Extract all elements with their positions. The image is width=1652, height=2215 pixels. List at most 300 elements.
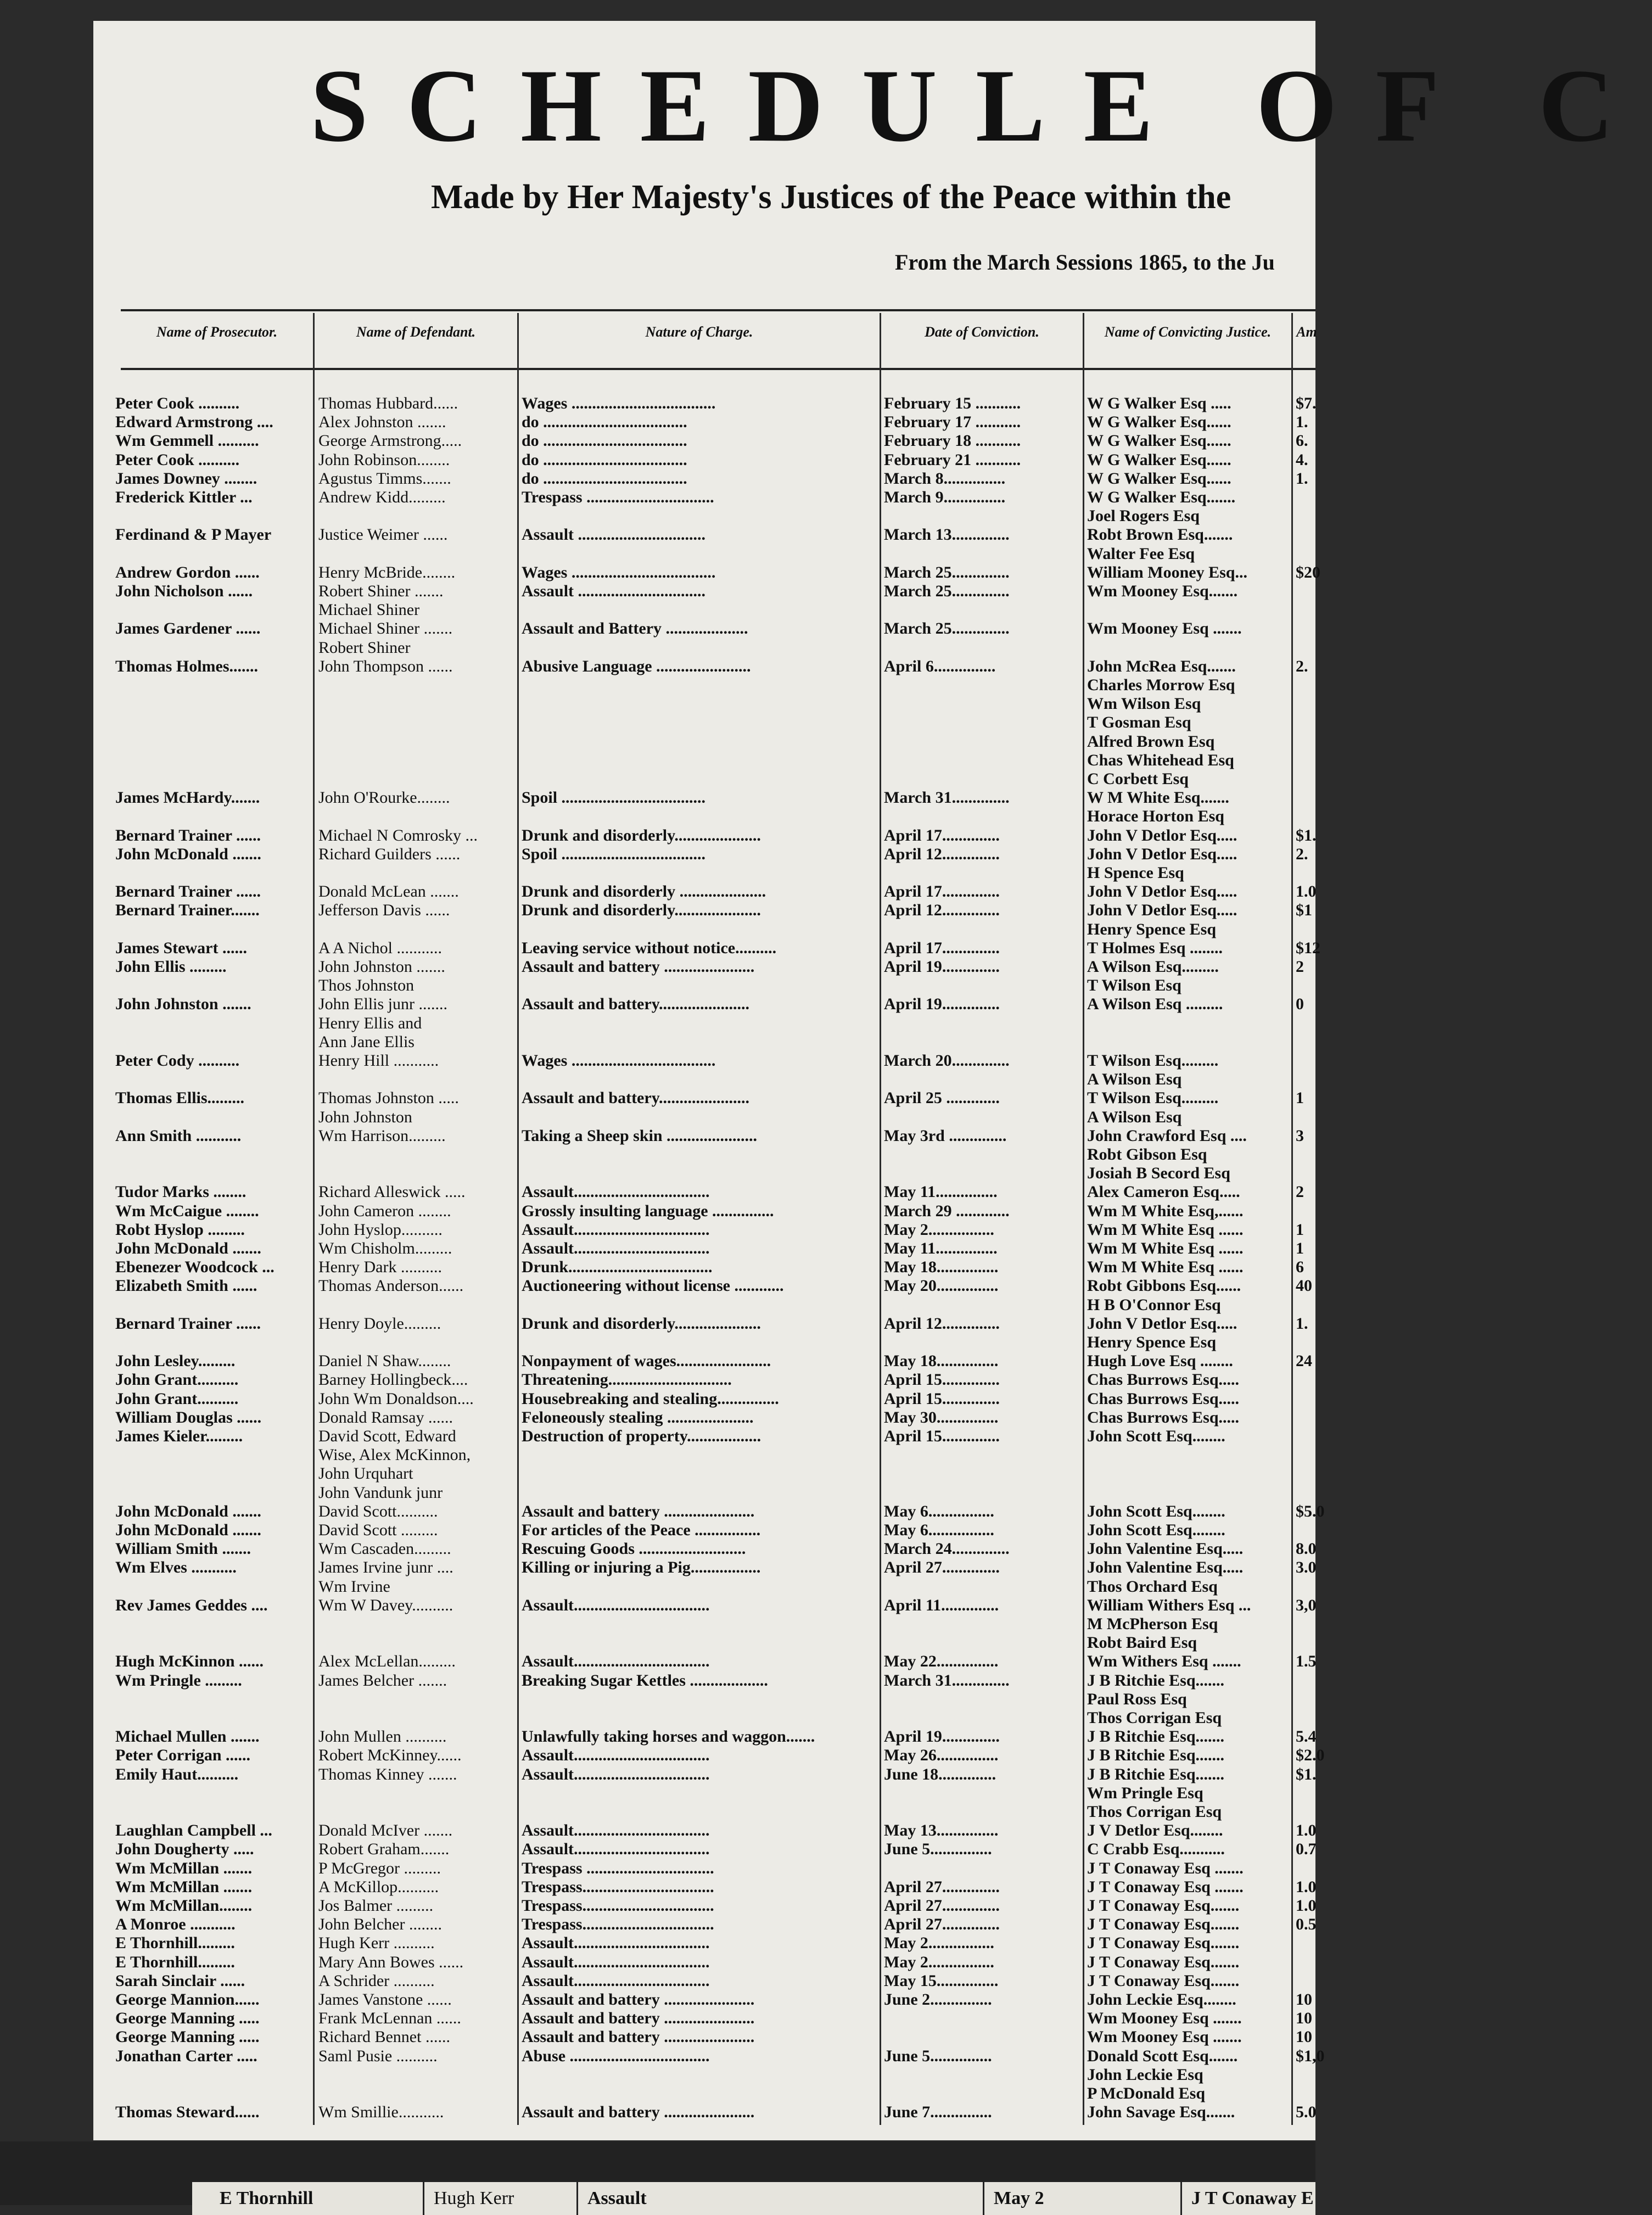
prosecutor-cell: Peter Corrigan ...... (115, 1746, 251, 1765)
prosecutor-cell: Thomas Holmes....... (115, 657, 259, 675)
amount-cell: $2.0 (1296, 1746, 1325, 1765)
justice-cell: Chas Burrows Esq..... (1087, 1408, 1240, 1427)
header-justice: Name of Convicting Justice. (1104, 324, 1272, 340)
table-row (93, 1671, 1315, 1690)
charge-cell: Abusive Language ....................... (522, 657, 751, 675)
justice-cell: Robt Gibbons Esq...... (1087, 1277, 1241, 1295)
table-row (93, 1652, 1315, 1671)
table-row (93, 1315, 1315, 1333)
defendant-cell: Richard Alleswick ..... (318, 1183, 466, 1201)
justice-cell: John Crawford Esq .... (1087, 1126, 1247, 1145)
table-row (93, 1164, 1315, 1183)
charge-cell: Trespass ............................... (522, 488, 714, 506)
amount-cell: 4. (1296, 450, 1308, 469)
charge-cell: Spoil ................................... (522, 788, 706, 807)
defendant-cell: John Mullen .......... (318, 1727, 447, 1746)
charge-cell: Threatening.............................. (522, 1371, 732, 1389)
defendant-cell: Richard Bennet ...... (318, 2028, 450, 2046)
justice-cell: Wm M White Esq,...... (1087, 1201, 1244, 1220)
defendant-cell: David Scott.......... (318, 1502, 438, 1520)
charge-cell: Wages ................................... (522, 1051, 716, 1070)
amount-cell: 6. (1296, 432, 1308, 450)
table-row (93, 845, 1315, 864)
justice-cell: John V Detlor Esq..... (1087, 1314, 1237, 1333)
date-cell: April 12.............. (884, 844, 1000, 863)
date-cell: April 15.............. (884, 1427, 1000, 1445)
justice-cell: W G Walker Esq...... (1087, 469, 1231, 488)
table-row (93, 2009, 1315, 2028)
charge-cell: Assault and battery ...................... (522, 958, 755, 976)
prosecutor-cell: John Nicholson ...... (115, 582, 253, 600)
justice-cell: Horace Horton Esq (1087, 807, 1224, 826)
justice-cell: Wm Mooney Esq....... (1087, 582, 1238, 600)
prosecutor-cell: Thomas Ellis......... (115, 1089, 245, 1108)
table-row (93, 1408, 1315, 1427)
table-row (93, 2103, 1315, 2122)
defendant-cell: Thomas Anderson...... (318, 1277, 464, 1295)
table-row (93, 1878, 1315, 1897)
defendant-cell: John Vandunk junr (318, 1483, 443, 1502)
table-row (93, 1390, 1315, 1408)
justice-cell: J T Conaway Esq....... (1087, 1953, 1240, 1971)
header-prosecutor: Name of Prosecutor. (156, 324, 278, 340)
justice-cell: Alfred Brown Esq (1087, 732, 1215, 751)
amount-cell: 1. (1296, 413, 1308, 432)
justice-cell: Charles Morrow Esq (1087, 676, 1235, 694)
defendant-cell: Henry McBride........ (318, 563, 456, 581)
charge-cell: Spoil ................................... (522, 844, 706, 863)
header-bottom-rule (121, 368, 1315, 370)
charge-cell: Assault................................. (522, 1596, 710, 1614)
defendant-cell: Mary Ann Bowes ...... (318, 1953, 464, 1971)
prosecutor-cell: Bernard Trainer ...... (115, 826, 261, 844)
table-row (93, 1521, 1315, 1540)
column-divider (1180, 2182, 1182, 2215)
justice-cell: J B Ritchie Esq....... (1087, 1746, 1225, 1765)
table-row (93, 1145, 1315, 1164)
defendant-cell: Michael N Comrosky ... (318, 826, 478, 844)
table-row (93, 1427, 1315, 1446)
table-row (93, 2028, 1315, 2046)
justice-cell: A Wilson Esq (1087, 1070, 1182, 1089)
justice-cell: J T Conaway Esq ....... (1087, 1877, 1244, 1896)
justice-cell: W G Walker Esq...... (1087, 432, 1231, 450)
date-cell: April 25 ............. (884, 1089, 1000, 1108)
justice-cell: John Valentine Esq..... (1087, 1558, 1244, 1577)
charge-cell: Assault................................. (522, 1652, 710, 1671)
table-row (93, 432, 1315, 450)
date-cell: June 5............... (884, 2046, 992, 2065)
justice-cell: T Wilson Esq......... (1087, 1089, 1219, 1108)
justice-cell: John McRea Esq....... (1087, 657, 1236, 675)
table-row (93, 1446, 1315, 1464)
defendant-cell: John Cameron ........ (318, 1201, 451, 1220)
charge-cell: do ................................... (522, 469, 687, 488)
defendant-cell: James Irvine junr .... (318, 1558, 453, 1577)
charge-cell: Grossly insulting language ............... (522, 1201, 774, 1220)
prosecutor-cell: James Downey ........ (115, 469, 257, 488)
date-cell: June 2............... (884, 1990, 992, 2009)
amount-cell: 1.0 (1296, 1877, 1317, 1896)
table-row (93, 488, 1315, 507)
table-row (93, 1897, 1315, 1915)
charge-cell: Assault and battery...................... (522, 995, 750, 1014)
justice-cell: Wm Withers Esq ....... (1087, 1652, 1241, 1671)
table-row (93, 901, 1315, 920)
prosecutor-cell: Ann Smith ........... (115, 1126, 242, 1145)
charge-cell: Assault................................. (522, 1934, 710, 1953)
amount-cell: 1 (1296, 1239, 1304, 1257)
prosecutor-cell: John Johnston ....... (115, 995, 251, 1014)
prosecutor-cell: James Stewart ...... (115, 938, 247, 957)
justice-cell: C Corbett Esq (1087, 770, 1189, 788)
defendant-cell: A McKillop.......... (318, 1877, 439, 1896)
column-divider (576, 2182, 578, 2215)
justice-cell: W M White Esq....... (1087, 788, 1229, 807)
amount-cell: $7. (1296, 394, 1317, 412)
defendant-cell: Hugh Kerr .......... (318, 1934, 435, 1953)
next-page-row (192, 2182, 1315, 2215)
date-cell: March 8............... (884, 469, 1006, 488)
table-row (93, 1277, 1315, 1295)
defendant-cell: George Armstrong..... (318, 432, 462, 450)
amount-cell: 10 (1296, 2028, 1312, 2046)
table-row (93, 1596, 1315, 1615)
strip-defendant: Hugh Kerr (434, 2188, 514, 2208)
justice-cell: Wm Wilson Esq (1087, 695, 1201, 713)
date-cell: May 2................ (884, 1220, 994, 1239)
date-cell: May 3rd .............. (884, 1126, 1007, 1145)
table-row (93, 995, 1315, 1014)
prosecutor-cell: John McDonald ....... (115, 1521, 261, 1539)
amount-cell: 0 (1296, 995, 1304, 1014)
date-cell: May 15............... (884, 1971, 999, 1990)
justice-cell: Wm Mooney Esq ....... (1087, 2028, 1242, 2046)
date-cell: March 31.............. (884, 788, 1010, 807)
date-cell: May 11............... (884, 1183, 998, 1201)
defendant-cell: A A Nichol ........... (318, 938, 443, 957)
date-cell: May 2................ (884, 1953, 994, 1971)
charge-cell: Taking a Sheep skin ...................... (522, 1126, 758, 1145)
defendant-cell: John Ellis junr ....... (318, 995, 448, 1014)
charge-cell: Assault and battery ...................... (522, 2009, 755, 2028)
justice-cell: Thos Orchard Esq (1087, 1577, 1218, 1596)
amount-cell: 1 (1296, 1220, 1304, 1239)
header-date: Date of Conviction. (925, 324, 1039, 340)
prosecutor-cell: John Grant.......... (115, 1371, 239, 1389)
defendant-cell: John Hyslop.......... (318, 1220, 443, 1239)
defendant-cell: Donald Ramsay ...... (318, 1408, 453, 1427)
amount-cell: 2 (1296, 1183, 1304, 1201)
defendant-cell: Wise, Alex McKinnon, (318, 1446, 471, 1464)
justice-cell: J V Detlor Esq........ (1087, 1821, 1223, 1840)
date-cell: March 13.............. (884, 525, 1010, 544)
amount-cell: $1,0 (1296, 2046, 1325, 2065)
charge-cell: Assault................................. (522, 1765, 710, 1783)
defendant-cell: Robert McKinney...... (318, 1746, 462, 1765)
amount-cell: 3,0 (1296, 1596, 1317, 1614)
justice-cell: Henry Spence Esq (1087, 1333, 1217, 1351)
defendant-cell: Robert Shiner (318, 638, 411, 657)
table-row (93, 1239, 1315, 1258)
amount-cell: 1. (1296, 469, 1308, 488)
charge-cell: Assault and battery ...................... (522, 2103, 755, 2122)
prosecutor-cell: A Monroe ........... (115, 1915, 236, 1934)
justice-cell: John V Detlor Esq..... (1087, 901, 1237, 920)
charge-cell: Assault................................. (522, 1183, 710, 1201)
defendant-cell: Thomas Kinney ....... (318, 1765, 457, 1783)
justice-cell: John V Detlor Esq..... (1087, 882, 1237, 901)
charge-cell: Assault ............................... (522, 582, 706, 600)
table-row (93, 601, 1315, 619)
table-row (93, 1108, 1315, 1127)
table-row (93, 920, 1315, 939)
amount-cell: $1 (1296, 901, 1312, 920)
justice-cell: John Savage Esq....... (1087, 2103, 1235, 2122)
prosecutor-cell: Frederick Kittler ... (115, 488, 253, 506)
justice-cell: John Valentine Esq..... (1087, 1540, 1244, 1558)
table-row (93, 1765, 1315, 1784)
prosecutor-cell: Bernard Trainer ...... (115, 1314, 261, 1333)
amount-cell: $1. (1296, 1765, 1317, 1783)
table-row (93, 732, 1315, 751)
amount-cell: 3 (1296, 1126, 1304, 1145)
table-row (93, 1484, 1315, 1502)
defendant-cell: John Urquhart (318, 1464, 413, 1483)
table-row (93, 788, 1315, 807)
justice-cell: John Scott Esq........ (1087, 1427, 1225, 1445)
table-row (93, 1051, 1315, 1070)
header-charge: Nature of Charge. (645, 324, 753, 340)
justice-cell: A Wilson Esq ......... (1087, 995, 1223, 1014)
prosecutor-cell: Thomas Steward...... (115, 2103, 260, 2122)
justice-cell: W G Walker Esq ..... (1087, 394, 1231, 412)
strip-date: May 2 (994, 2188, 1044, 2208)
charge-cell: Rescuing Goods .......................... (522, 1540, 746, 1558)
justice-cell: J T Conaway Esq....... (1087, 1915, 1240, 1934)
amount-cell: 1. (1296, 1314, 1308, 1333)
table-row (93, 695, 1315, 713)
table-row (93, 451, 1315, 469)
defendant-cell: John Robinson........ (318, 450, 450, 469)
date-cell: April 6............... (884, 657, 996, 675)
defendant-cell: James Belcher ....... (318, 1671, 447, 1690)
justice-cell: T Gosman Esq (1087, 713, 1191, 732)
table-row (93, 1840, 1315, 1859)
date-cell: May 2................ (884, 1934, 994, 1953)
defendant-cell: Daniel N Shaw........ (318, 1352, 451, 1371)
table-row (93, 1953, 1315, 1972)
prosecutor-cell: Elizabeth Smith ...... (115, 1277, 257, 1295)
prosecutor-cell: John McDonald ....... (115, 1239, 261, 1257)
charge-cell: Assault................................. (522, 1953, 710, 1971)
amount-cell: 40 (1296, 1277, 1312, 1295)
date-cell: May 18............... (884, 1352, 999, 1371)
next-page-strip (0, 2141, 1315, 2208)
table-row (93, 1221, 1315, 1239)
header-defendant: Name of Defendant. (356, 324, 476, 340)
table-row (93, 1202, 1315, 1221)
table-row (93, 1183, 1315, 1201)
date-cell: April 27.............. (884, 1558, 1000, 1577)
date-cell: June 5............... (884, 1840, 992, 1859)
justice-cell: John Scott Esq........ (1087, 1521, 1225, 1539)
table-row (93, 2046, 1325, 2066)
table-row (93, 2066, 1315, 2084)
justice-cell: T Wilson Esq......... (1087, 1051, 1219, 1070)
table-row (93, 976, 1315, 995)
defendant-cell: Wm Chisholm......... (318, 1239, 452, 1257)
defendant-cell: John Johnston ....... (318, 958, 445, 976)
date-cell: June 7............... (884, 2103, 992, 2122)
table-row (93, 563, 1320, 582)
defendant-cell: Wm Irvine (318, 1577, 390, 1596)
table-row (93, 864, 1315, 882)
charge-cell: Assault and battery ...................... (522, 1502, 755, 1520)
defendant-cell: Donald McLean ....... (318, 882, 459, 901)
date-cell: March 20.............. (884, 1051, 1010, 1070)
prosecutor-cell: John Grant.......... (115, 1389, 239, 1408)
prosecutor-cell: Andrew Gordon ...... (115, 563, 260, 581)
charge-cell: Abuse .................................. (522, 2046, 710, 2065)
justice-cell: T Holmes Esq ........ (1087, 938, 1223, 957)
table-row (93, 1859, 1315, 1878)
justice-cell: W G Walker Esq...... (1087, 450, 1231, 469)
table-row (93, 938, 1320, 958)
justice-cell: Chas Burrows Esq..... (1087, 1389, 1240, 1408)
charge-cell: Feloneously stealing ..................... (522, 1408, 754, 1427)
defendant-cell: Andrew Kidd......... (318, 488, 446, 506)
justice-cell: Thos Corrigan Esq (1087, 1803, 1222, 1821)
amount-cell: 10 (1296, 1990, 1312, 2009)
defendant-cell: John Belcher ........ (318, 1915, 442, 1934)
charge-cell: Assault................................. (522, 1971, 710, 1990)
charge-cell: Leaving service without notice.......... (522, 938, 777, 957)
justice-cell: Thos Corrigan Esq (1087, 1709, 1222, 1727)
table-row (93, 751, 1315, 770)
defendant-cell: John Wm Donaldson.... (318, 1389, 474, 1408)
table-row (93, 1821, 1315, 1840)
date-cell: May 18............... (884, 1258, 999, 1277)
table-row (93, 1014, 1315, 1033)
table-row (93, 676, 1315, 695)
date-cell: April 27.............. (884, 1877, 1000, 1896)
date-cell: April 11.............. (884, 1596, 999, 1614)
table-row (93, 1296, 1315, 1315)
prosecutor-cell: James Gardener ...... (115, 619, 261, 638)
defendant-cell: Wm W Davey.......... (318, 1596, 453, 1614)
table-row (93, 1915, 1315, 1934)
prosecutor-cell: Ebenezer Woodcock ... (115, 1258, 275, 1277)
table-row (93, 882, 1315, 901)
date-cell: February 21 ........... (884, 450, 1021, 469)
justice-cell: Robt Gibson Esq (1087, 1145, 1207, 1164)
justice-cell: J T Conaway Esq....... (1087, 1897, 1240, 1915)
amount-cell: 1.0 (1296, 882, 1317, 901)
prosecutor-cell: E Thornhill......... (115, 1953, 235, 1971)
amount-cell: $5.0 (1296, 1502, 1325, 1520)
prosecutor-cell: Bernard Trainer ...... (115, 882, 261, 901)
justice-cell: Paul Ross Esq (1087, 1690, 1187, 1708)
date-cell: April 27.............. (884, 1897, 1000, 1915)
defendant-cell: Thomas Johnston ..... (318, 1089, 459, 1108)
charge-cell: Trespass ............................... (522, 1859, 714, 1877)
defendant-cell: Agustus Timms....... (318, 469, 451, 488)
justice-cell: Wm Mooney Esq ....... (1087, 619, 1242, 638)
table-row (93, 582, 1315, 601)
justice-cell: C Crabb Esq........... (1087, 1840, 1225, 1859)
amount-cell: 10 (1296, 2009, 1312, 2028)
date-cell: March 9............... (884, 488, 1006, 506)
justice-cell: Donald Scott Esq....... (1087, 2046, 1238, 2065)
prosecutor-cell: Wm McMillan ....... (115, 1877, 253, 1896)
justice-cell: Walter Fee Esq (1087, 544, 1195, 563)
justice-cell: Wm M White Esq ...... (1087, 1220, 1244, 1239)
date-cell: March 25.............. (884, 563, 1010, 581)
column-divider (983, 2182, 984, 2215)
prosecutor-cell: Tudor Marks ........ (115, 1183, 247, 1201)
defendant-cell: David Scott, Edward (318, 1427, 456, 1445)
prosecutor-cell: Michael Mullen ....... (115, 1727, 260, 1746)
defendant-cell: Alex McLellan......... (318, 1652, 456, 1671)
table-row (93, 1972, 1315, 1990)
charge-cell: Unlawfully taking horses and waggon....... (522, 1727, 815, 1746)
prosecutor-cell: John Ellis ......... (115, 958, 227, 976)
table-row (93, 1784, 1315, 1803)
charge-cell: Killing or injuring a Pig................. (522, 1558, 761, 1577)
table-row (93, 1033, 1315, 1051)
justice-cell: Wm Mooney Esq ....... (1087, 2009, 1242, 2028)
date-cell: February 17 ........... (884, 413, 1021, 432)
table-row (93, 413, 1315, 432)
header-amount: Am (1296, 324, 1317, 340)
defendant-cell: Wm Smillie........... (318, 2103, 444, 2122)
charge-cell: Assault................................. (522, 1220, 710, 1239)
justice-cell: J T Conaway Esq....... (1087, 1934, 1240, 1953)
date-cell: February 18 ........... (884, 432, 1021, 450)
table-row (93, 826, 1315, 845)
table-row (93, 1709, 1315, 1727)
justice-cell: J T Conaway Esq....... (1087, 1971, 1240, 1990)
defendant-cell: Wm Harrison......... (318, 1126, 446, 1145)
defendant-cell: Ann Jane Ellis (318, 1032, 415, 1051)
table-row (93, 1127, 1315, 1145)
charge-cell: Drunk and disorderly..................... (522, 826, 761, 844)
justice-cell: J B Ritchie Esq....... (1087, 1765, 1225, 1783)
table-row (93, 770, 1315, 788)
column-divider (423, 2182, 424, 2215)
prosecutor-cell: Emily Haut.......... (115, 1765, 239, 1783)
prosecutor-cell: Wm Gemmell .......... (115, 432, 259, 450)
prosecutor-cell: Wm Elves ........... (115, 1558, 237, 1577)
table-row (93, 1464, 1315, 1483)
amount-cell: 2. (1296, 844, 1308, 863)
table-row (93, 619, 1315, 638)
date-cell: April 12.............. (884, 1314, 1000, 1333)
justice-cell: Robt Baird Esq (1087, 1634, 1197, 1652)
table-row (93, 1258, 1315, 1277)
amount-cell: $20 (1296, 563, 1320, 581)
defendant-cell: P McGregor ......... (318, 1859, 441, 1877)
prosecutor-cell: Robt Hyslop ......... (115, 1220, 245, 1239)
charge-cell: Nonpayment of wages....................... (522, 1352, 771, 1371)
defendant-cell: Henry Ellis and (318, 1014, 422, 1032)
prosecutor-cell: Jonathan Carter ..... (115, 2046, 257, 2065)
justice-cell: J B Ritchie Esq....... (1087, 1671, 1225, 1690)
date-cell: May 26............... (884, 1746, 999, 1765)
defendant-cell: John Johnston (318, 1108, 412, 1126)
table-row (93, 1634, 1315, 1652)
